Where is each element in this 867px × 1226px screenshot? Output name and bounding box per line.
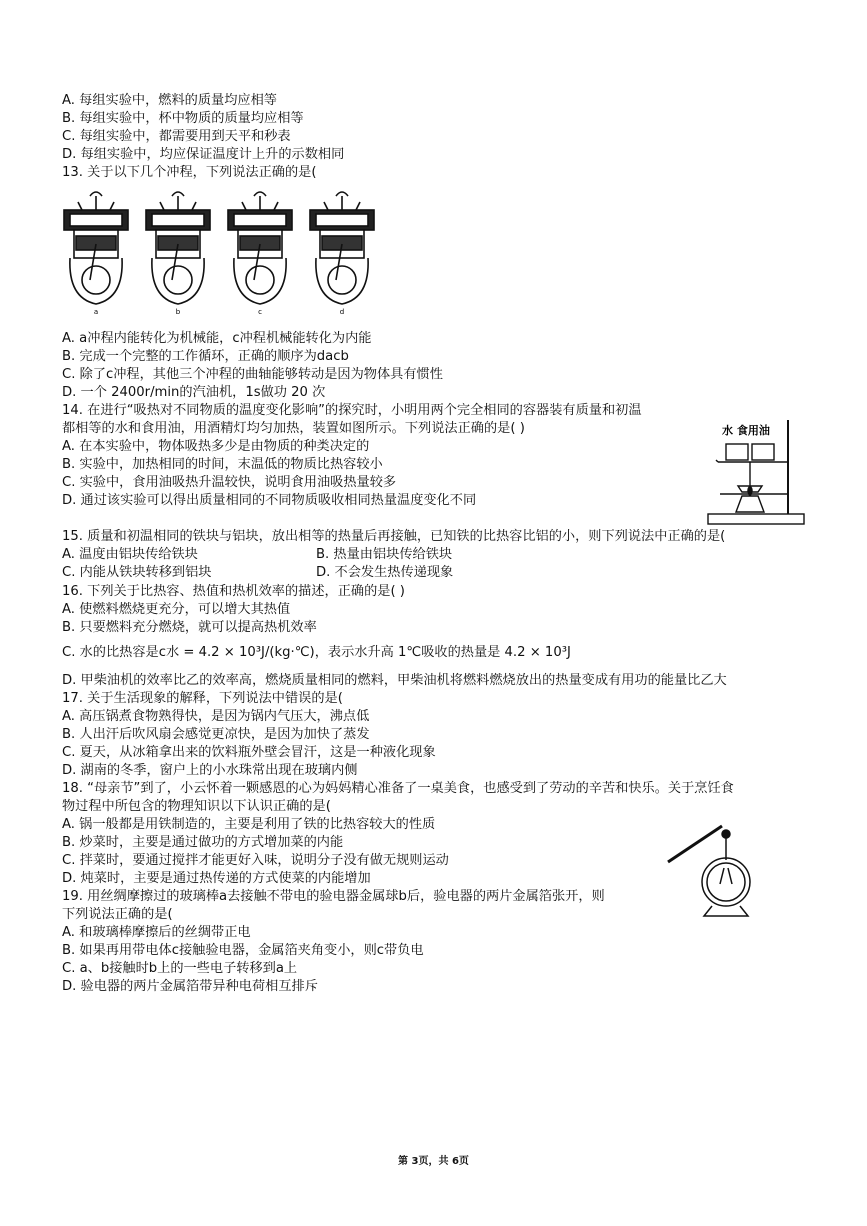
- q18-stem-line1: 18. “母亲节”到了，小云怀着一颗感恩的心为妈妈精心准备了一桌美食，也感受到了劳动的辛苦和快乐。关于烹饪食: [62, 781, 734, 796]
- q16-option-d: D. 甲柴油机的效率比乙的效率高，燃烧质量相同的燃料，甲柴油机将燃料燃烧放出的热量变成有用功的能量比乙大: [62, 673, 727, 688]
- q15-option-b: B. 热量由铝块传给铁块: [316, 547, 453, 562]
- q19-stem-line1: 19. 用丝绸摩擦过的玻璃棒a去接触不带电的验电器金属球b后，验电器的两片金属箔张开，则: [62, 889, 605, 904]
- q17-option-d: D. 湖南的冬季，窗户上的小水珠常出现在玻璃内侧: [62, 763, 358, 778]
- q15-stem: 15. 质量和初温相同的铁块与铝块，放出相等的热量后再接触，已知铁的比热容比铝的小，则下列说法中正确的是(: [62, 529, 726, 544]
- q12-option-c: C. 每组实验中，都需要用到天平和秒表: [62, 129, 291, 144]
- engine-strokes-figure: [60, 188, 390, 316]
- q19-option-a: A. 和玻璃棒摩擦后的丝绸带正电: [62, 925, 251, 940]
- q17-option-b: B. 人出汗后吹风扇会感觉更凉快，是因为加快了蒸发: [62, 727, 370, 742]
- q16-option-b: B. 只要燃料充分燃烧，就可以提高热机效率: [62, 620, 317, 635]
- q15-option-c: C. 内能从铁块转移到铝块: [62, 565, 212, 580]
- q12-option-d: D. 每组实验中，均应保证温度计上升的示数相同: [62, 147, 345, 162]
- q17-option-a: A. 高压锅煮食物熟得快，是因为锅内气压大，沸点低: [62, 709, 370, 724]
- q13-stem: 13. 关于以下几个冲程，下列说法正确的是(: [62, 165, 317, 180]
- q19-option-b: B. 如果再用带电体c接触验电器，金属箔夹角变小，则c带负电: [62, 943, 424, 958]
- water-oil-label: 水 食用油: [722, 424, 770, 437]
- q16-stem: 16. 下列关于比热容、热值和热机效率的描述，正确的是( ): [62, 584, 405, 599]
- q14-option-b: B. 实验中，加热相同的时间，末温低的物质比热容较小: [62, 457, 383, 472]
- q15-option-a: A. 温度由铝块传给铁块: [62, 547, 198, 562]
- q14-option-a: A. 在本实验中，物体吸热多少是由物质的种类决定的: [62, 439, 370, 454]
- q13-option-a: A. a冲程内能转化为机械能，c冲程机械能转化为内能: [62, 331, 372, 346]
- q18-option-c: C. 拌菜时，要通过搅拌才能更好入味，说明分子没有做无规则运动: [62, 853, 449, 868]
- q14-option-d: D. 通过该实验可以得出质量相同的不同物质吸收相同热量温度变化不同: [62, 493, 477, 508]
- q14-stem-line1: 14. 在进行“吸热对不同物质的温度变化影响”的探究时，小明用两个完全相同的容器装有质量和初温: [62, 403, 642, 418]
- q12-option-b: B. 每组实验中，杯中物质的质量均应相等: [62, 111, 304, 126]
- q14-option-c: C. 实验中，食用油吸热升温较快，说明食用油吸热量较多: [62, 475, 397, 490]
- q13-option-c: C. 除了c冲程，其他三个冲程的曲轴能够转动是因为物体具有惯性: [62, 367, 443, 382]
- q12-option-a: A. 每组实验中，燃料的质量均应相等: [62, 93, 277, 108]
- q16-option-c: C. 水的比热容是c水 = 4.2 × 10³J/(kg·℃)，表示水升高 1℃吸收的热量是 4.2 × 10³J: [62, 645, 571, 660]
- q19-option-d: D. 验电器的两片金属箔带异种电荷相互排斥: [62, 979, 318, 994]
- q17-option-c: C. 夏天，从冰箱拿出来的饮料瓶外壁会冒汗，这是一种液化现象: [62, 745, 436, 760]
- engine-label-c: c: [258, 308, 262, 316]
- q19-stem-line2: 下列说法正确的是(: [62, 907, 173, 922]
- q15-option-d: D. 不会发生热传递现象: [316, 565, 454, 580]
- q18-option-b: B. 炒菜时，主要是通过做功的方式增加菜的内能: [62, 835, 344, 850]
- q18-stem-line2: 物过程中所包含的物理知识以下认识正确的是(: [62, 799, 331, 814]
- q16-option-a: A. 使燃料燃烧更充分，可以增大其热值: [62, 602, 291, 617]
- page-number-footer: 第 3页，共 6页: [398, 1156, 469, 1167]
- q18-option-a: A. 锅一般都是用铁制造的，主要是利用了铁的比热容较大的性质: [62, 817, 436, 832]
- q18-option-d: D. 炖菜时，主要是通过热传递的方式使菜的内能增加: [62, 871, 371, 886]
- engine-label-b: b: [175, 308, 181, 316]
- electroscope-figure: [664, 820, 774, 920]
- q13-option-b: B. 完成一个完整的工作循环，正确的顺序为dacb: [62, 349, 349, 364]
- q17-stem: 17. 关于生活现象的解释，下列说法中错误的是(: [62, 691, 343, 706]
- q14-stem-line2: 都相等的水和食用油，用酒精灯均匀加热，装置如图所示。下列说法正确的是( ): [62, 421, 525, 436]
- engine-label-d: d: [339, 308, 345, 316]
- engine-label-a: a: [93, 308, 99, 316]
- heating-apparatus-figure: [706, 412, 810, 528]
- q19-option-c: C. a、b接触时b上的一些电子转移到a上: [62, 961, 298, 976]
- q13-option-d: D. 一个 2400r/min的汽油机，1s做功 20 次: [62, 385, 326, 400]
